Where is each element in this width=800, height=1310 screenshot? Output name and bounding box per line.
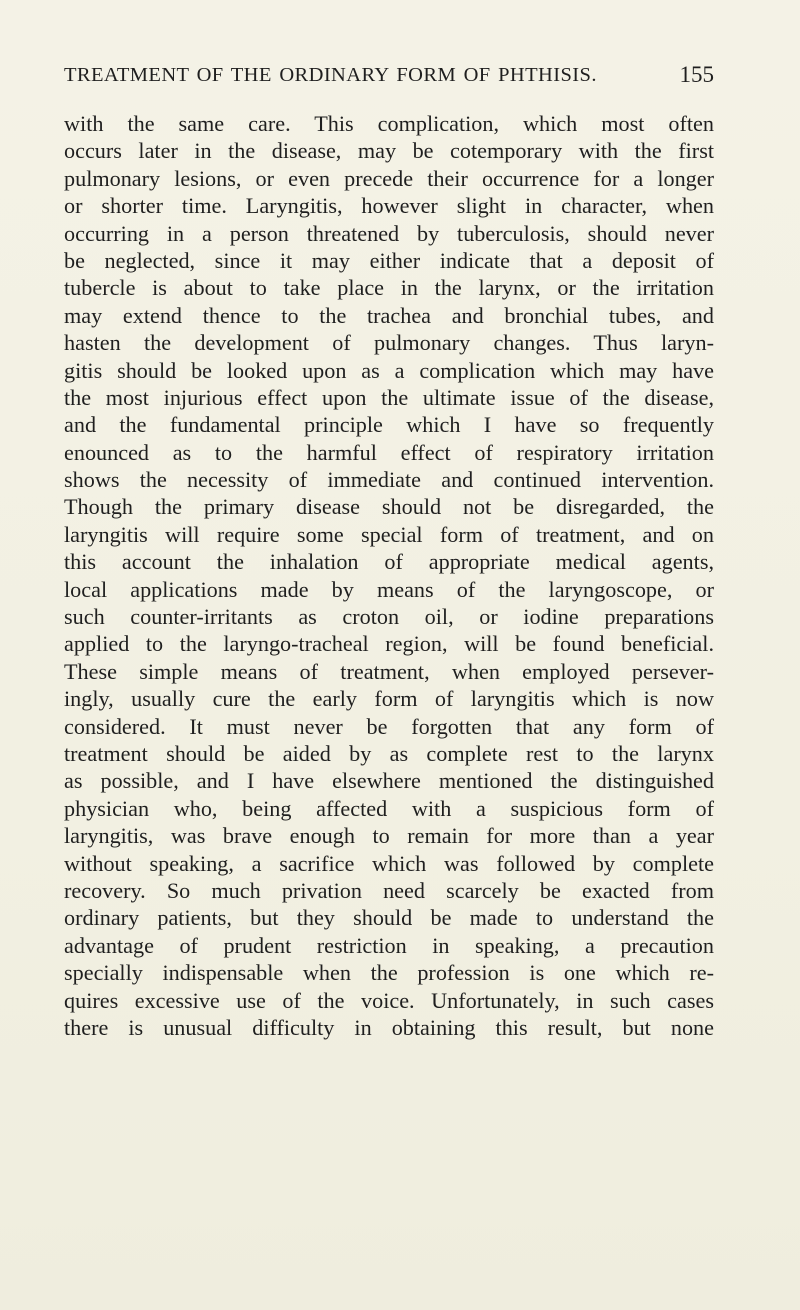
text-line: may extend thence to the trachea and bronchial tubes, and	[64, 302, 714, 328]
text-line: be neglected, since it may either indicate that a deposit of	[64, 247, 714, 273]
text-line: occurs later in the disease, may be cotemporary with the first	[64, 138, 714, 164]
text-line: the most injurious effect upon the ultimate issue of the disease,	[64, 384, 714, 410]
page-number: 155	[679, 62, 714, 87]
text-line: occurring in a person threatened by tuberculosis, should never	[64, 220, 714, 246]
text-line: there is unusual difficulty in obtaining this result, but none	[64, 1014, 714, 1040]
text-line: treatment should be aided by as complete rest to the larynx	[64, 740, 714, 766]
running-head	[64, 62, 714, 92]
text-line: gitis should be looked upon as a complication which may have	[64, 357, 714, 383]
text-line: shows the necessity of immediate and continued intervention.	[64, 467, 714, 493]
text-line: ingly, usually cure the early form of laryngitis which is now	[64, 686, 714, 712]
body-text	[64, 110, 714, 1041]
text-line: laryngitis, was brave enough to remain for more than a year	[64, 823, 714, 849]
text-line: Though the primary disease should not be disregarded, the	[64, 494, 714, 520]
text-line: physician who, being affected with a suspicious form of	[64, 795, 714, 821]
text-line: recovery. So much privation need scarcely be exacted from	[64, 877, 714, 903]
text-line: and the fundamental principle which I have so frequently	[64, 412, 714, 438]
text-line: local applications made by means of the laryngoscope, or	[64, 576, 714, 602]
text-line: considered. It must never be forgotten that any form of	[64, 713, 714, 739]
text-line: with the same care. This complication, which most often	[64, 111, 714, 136]
text-line: enounced as to the harmful effect of respiratory irritation	[64, 439, 714, 465]
text-line: ordinary patients, but they should be made to understand the	[64, 905, 714, 931]
text-line: without speaking, a sacrifice which was followed by complete	[64, 850, 714, 876]
text-line: advantage of prudent restriction in speaking, a precaution	[64, 932, 714, 958]
text-line: specially indispensable when the profession is one which re-	[64, 960, 714, 986]
running-title: TREATMENT OF THE ORDINARY FORM OF PHTHISIS.	[64, 64, 597, 86]
text-line: or shorter time. Laryngitis, however slight in character, when	[64, 193, 714, 219]
text-line: as possible, and I have elsewhere mentioned the distinguished	[64, 768, 714, 794]
text-line: this account the inhalation of appropriate medical agents,	[64, 549, 714, 575]
text-line: tubercle is about to take place in the larynx, or the irritation	[64, 275, 714, 301]
text-line: laryngitis will require some special form of treatment, and on	[64, 521, 714, 547]
text-line: such counter-irritants as croton oil, or iodine preparations	[64, 604, 714, 630]
text-line: applied to the laryngo-tracheal region, will be found beneficial.	[64, 631, 714, 657]
text-line: These simple means of treatment, when employed persever-	[64, 658, 714, 684]
text-line: pulmonary lesions, or even precede their occurrence for a longer	[64, 165, 714, 191]
text-line: quires excessive use of the voice. Unfortunately, in such cases	[64, 987, 714, 1013]
text-line: hasten the development of pulmonary changes. Thus laryn-	[64, 330, 714, 356]
